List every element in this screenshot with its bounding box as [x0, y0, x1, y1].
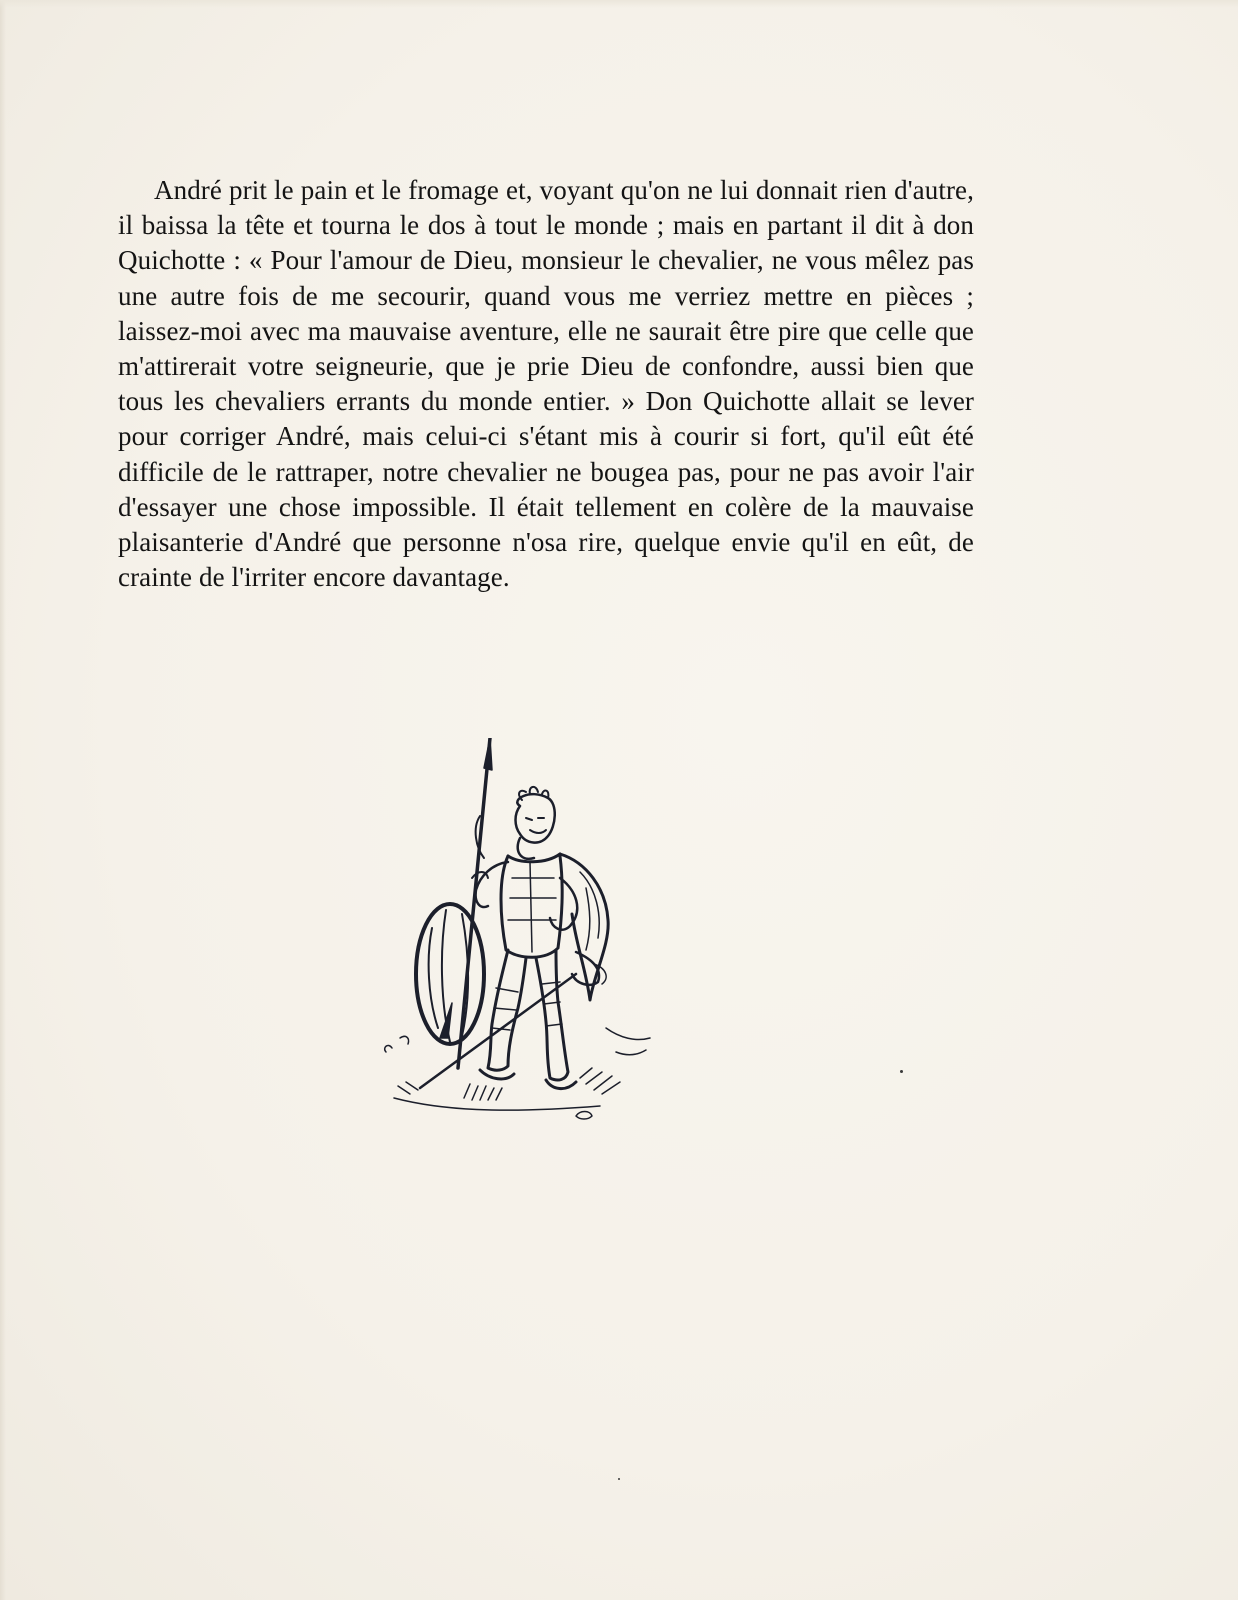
body-paragraph: André prit le pain et le fromage et, voyant qu'on ne lui donnait rien d'autre, il baissa la tête et tourna le dos à tout le monde ; mais en partant il dit à don Quichotte : « Pour l'amour de Dieu, monsieur le chevalier, ne vous mêlez pas une autre fois de me secourir, quand vous me verriez mettre en pièces ; laissez-moi avec ma mauvaise aventure, elle ne saurait être pire que celle que m'attirerait votre seigneurie, que je prie Dieu de confondre, aussi bien que tous les chevaliers errants du monde entier. » Don Quichotte allait se lever pour corriger André, mais celui-ci s'étant mis à courir si fort, qu'il eût été difficile de le rattraper, notre chevalier ne bougea pas, pour ne pas avoir l'air d'essayer une chose impossible. Il était tellement en colère de la mauvaise plaisanterie d'André que personne n'osa rire, quelque envie qu'il en eût, de crainte de l'irriter encore davantage.	[118, 175, 974, 593]
ink-speck	[900, 1070, 903, 1073]
page-top-shadow	[0, 0, 1238, 8]
page-edge-shadow	[0, 0, 6, 1600]
ink-speck	[618, 1478, 620, 1480]
knight-illustration-icon	[380, 738, 680, 1148]
